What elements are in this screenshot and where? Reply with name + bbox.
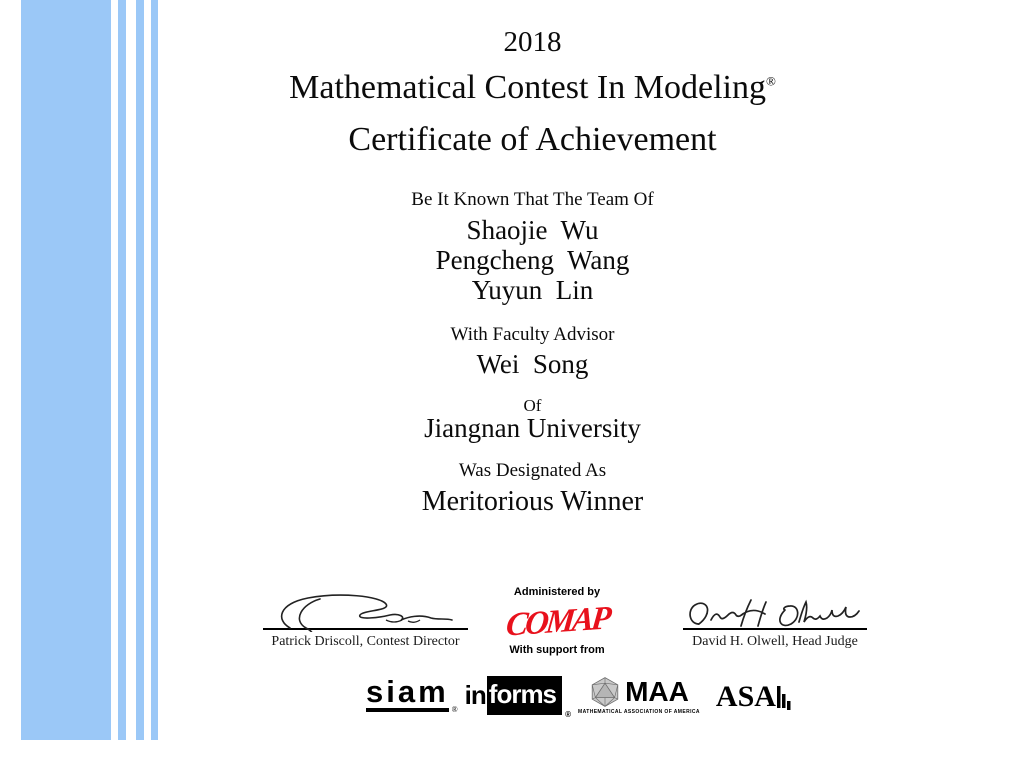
informs-logo (464, 676, 571, 719)
year-text: 2018 (503, 26, 562, 58)
team-member-list (160, 215, 905, 305)
informs-logo-text-in: in (464, 680, 486, 710)
advisor-name: Wei Song (476, 349, 589, 379)
team-member-name: Shaojie Wu (466, 215, 599, 245)
team-intro-text: Be It Known That The Team Of (411, 189, 654, 210)
sponsor-logos-row (366, 674, 792, 719)
comap-block (497, 586, 617, 656)
designation-text: Meritorious Winner (421, 486, 644, 517)
head-judge-name-label: David H. Olwell, Head Judge (692, 634, 858, 649)
title-text: Mathematical Contest In Modeling (289, 69, 766, 106)
comap-logo-text: COMAP (504, 599, 611, 644)
contest-director-name-label: Patrick Driscoll, Contest Director (271, 634, 460, 649)
signature-line (683, 628, 867, 630)
maa-icosahedron-icon (589, 676, 621, 708)
driscoll-signature-icon (268, 590, 463, 632)
signature-line (263, 628, 468, 630)
head-judge-signature-block (683, 592, 867, 650)
team-member-name: Yuyun Lin (471, 275, 594, 305)
certificate-content (160, 0, 905, 783)
maa-logo-text: MAA (625, 676, 689, 707)
designation-intro-text: Was Designated As (458, 460, 607, 481)
institution-name: Jiangnan University (424, 413, 641, 443)
left-stripe-thin-3 (151, 0, 158, 740)
team-member-name: Pengcheng Wang (435, 245, 630, 275)
certificate-title (160, 69, 905, 107)
support-from-label: With support from (509, 644, 605, 656)
siam-logo (366, 674, 458, 714)
asa-bars-icon (776, 682, 792, 710)
left-stripe-thin-2 (136, 0, 144, 740)
asa-logo (715, 679, 792, 713)
registered-mark: ® (765, 73, 776, 89)
informs-registered-mark: ® (565, 710, 571, 719)
comap-logo (497, 599, 617, 644)
maa-logo (578, 676, 700, 715)
left-stripe-thin-1 (118, 0, 126, 740)
administered-by-label: Administered by (513, 586, 601, 598)
asa-logo-text: ASA (715, 679, 776, 713)
siam-registered-mark: ® (451, 704, 458, 714)
advisor-intro-text: With Faculty Advisor (450, 324, 615, 345)
siam-logo-text: siam (366, 679, 449, 711)
olwell-signature-icon (685, 592, 865, 632)
informs-logo-text-forms: forms (487, 676, 562, 715)
contest-director-signature-block (263, 590, 468, 650)
of-label: Of (523, 396, 542, 415)
maa-caption-text: MATHEMATICAL ASSOCIATION OF AMERICA (578, 709, 700, 715)
certificate-subtitle: Certificate of Achievement (348, 121, 717, 158)
left-stripe-wide (21, 0, 111, 740)
